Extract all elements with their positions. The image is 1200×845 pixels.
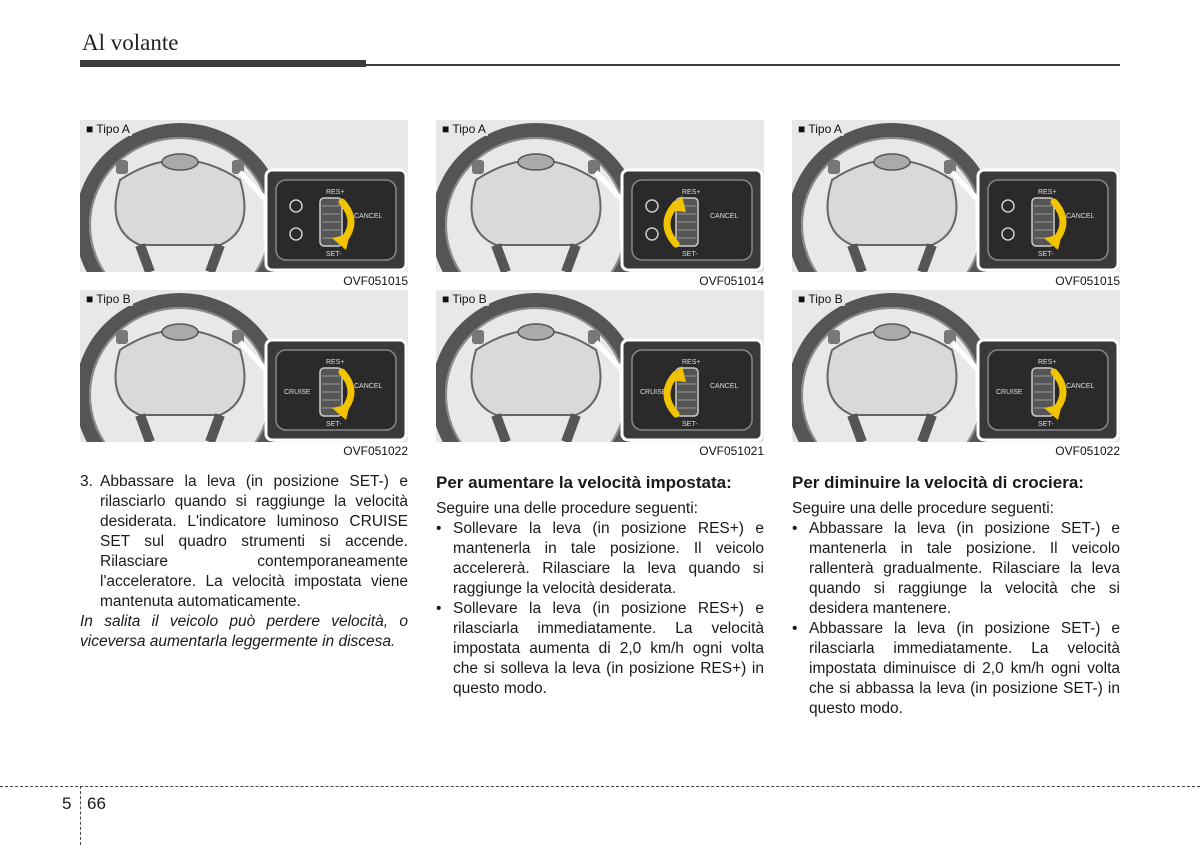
bullet-icon: • (436, 600, 442, 617)
wheel-hub (472, 330, 601, 415)
figure-type-label: ■ Tipo A (442, 122, 486, 136)
set-label: SET- (326, 421, 342, 428)
control-panel-inset (978, 340, 1118, 440)
steering-wheel-illustration (436, 120, 764, 272)
list-item (436, 519, 764, 599)
figure-type-label: ■ Tipo B (86, 292, 131, 306)
control-panel-inset (266, 340, 406, 440)
list-item-text: Sollevare la leva (in posizione RES+) e mantenerla in tale posizione. Il veicolo accelererà. Rilasciare la leva quando si raggiunge la velocità desiderata. (453, 520, 764, 597)
wheel-hub (828, 330, 957, 415)
set-label: SET- (682, 251, 698, 258)
step-number: 3. (80, 473, 93, 490)
steering-wheel-figure (436, 290, 764, 442)
wheel-hub (472, 160, 601, 245)
steering-wheel-illustration (792, 120, 1120, 272)
cancel-label: CANCEL (354, 383, 383, 390)
figure-type-label: ■ Tipo A (86, 122, 130, 136)
footer-divider (80, 786, 81, 845)
control-panel-inset (622, 170, 762, 270)
control-panel-inset (266, 170, 406, 270)
figure-column-3 (792, 120, 1120, 460)
horn-emblem (162, 154, 198, 170)
cancel-label: CANCEL (710, 383, 739, 390)
steering-wheel-illustration (436, 290, 764, 442)
horn-emblem (518, 324, 554, 340)
increase-speed-section (436, 472, 764, 699)
cancel-label: CANCEL (1066, 383, 1095, 390)
set-label: SET- (326, 251, 342, 258)
figure-column-1 (80, 120, 408, 460)
res-label: RES+ (1038, 189, 1057, 196)
bullet-list (436, 519, 764, 699)
section-intro: Seguire una delle procedure seguenti: (792, 500, 1054, 517)
figure-code: OVF051014 (699, 274, 764, 288)
horn-emblem (162, 324, 198, 340)
section-heading: Per aumentare la velocità impostata: (436, 473, 732, 492)
bullet-icon: • (792, 520, 798, 537)
section-intro: Seguire una delle procedure seguenti: (436, 500, 698, 517)
section-heading: Per diminuire la velocità di crociera: (792, 473, 1084, 492)
wheel-hub (828, 160, 957, 245)
cruise-label: CRUISE (284, 389, 311, 396)
bullet-icon: • (436, 520, 442, 537)
step-body: Abbassare la leva (in posizione SET-) e rilasciarlo quando si raggiunge la velocità desiderata. L'indicatore luminoso CRUISE SET sul quadro strumenti si accende. Rilasciare contemporaneamente l'acceleratore. La velocità impostata viene mantenuta automaticamente. (100, 473, 408, 610)
horn-emblem (874, 154, 910, 170)
cruise-label: CRUISE (996, 389, 1023, 396)
set-label: SET- (1038, 251, 1054, 258)
header-rule-thick (80, 60, 366, 67)
list-item-text: Abbassare la leva (in posizione SET-) e rilasciarla immediatamente. La velocità impostata diminuisce di 2,0 km/h ogni volta che si abbassa la leva (in posizione SET-) in questo modo. (809, 620, 1120, 717)
control-panel-inset (978, 170, 1118, 270)
cancel-label: CANCEL (354, 213, 383, 220)
header-rule-thin (366, 64, 1120, 66)
horn-emblem (874, 324, 910, 340)
figure-code: OVF051021 (699, 444, 764, 458)
step-item (80, 472, 408, 612)
steering-wheel-illustration (792, 290, 1120, 442)
figure-type-label: ■ Tipo A (798, 122, 842, 136)
steering-wheel-figure (436, 120, 764, 272)
wheel-hub (116, 330, 245, 415)
horn-emblem (518, 154, 554, 170)
list-item-text: Abbassare la leva (in posizione SET-) e mantenerla in tale posizione. Il veicolo rallenterà gradualmente. Rilasciare la leva quando si raggiunge la velocità che si desidera mantenere. (809, 520, 1120, 617)
res-label: RES+ (326, 189, 345, 196)
list-item (792, 619, 1120, 719)
steering-wheel-figure (792, 120, 1120, 272)
res-label: RES+ (682, 189, 701, 196)
bullet-list (792, 519, 1120, 719)
footer-rule (0, 786, 1200, 787)
figure-code: OVF051015 (343, 274, 408, 288)
figure-code: OVF051022 (343, 444, 408, 458)
chapter-number: 5 (62, 794, 72, 813)
bullet-icon: • (792, 620, 798, 637)
cancel-label: CANCEL (710, 213, 739, 220)
list-item-text: Sollevare la leva (in posizione RES+) e rilasciarla immediatamente. La velocità impostata aumenta di 2,0 km/h ogni volta che si solleva la leva (in posizione RES+) in questo modo. (453, 600, 764, 697)
steering-wheel-figure (80, 290, 408, 442)
res-label: RES+ (326, 359, 345, 366)
wheel-hub (116, 160, 245, 245)
res-label: RES+ (1038, 359, 1057, 366)
control-panel-inset (622, 340, 762, 440)
list-item (792, 519, 1120, 619)
figure-type-label: ■ Tipo B (442, 292, 487, 306)
page-header-title: Al volante (82, 30, 179, 55)
cancel-label: CANCEL (1066, 213, 1095, 220)
steering-wheel-figure (80, 120, 408, 272)
page-number: 66 (87, 794, 106, 813)
figure-code: OVF051022 (1055, 444, 1120, 458)
set-procedure-text (80, 472, 408, 652)
figure-code: OVF051015 (1055, 274, 1120, 288)
set-label: SET- (682, 421, 698, 428)
cruise-label: CRUISE (640, 389, 667, 396)
steering-wheel-illustration (80, 120, 408, 272)
set-label: SET- (1038, 421, 1054, 428)
steering-wheel-figure (792, 290, 1120, 442)
list-item (436, 599, 764, 699)
res-label: RES+ (682, 359, 701, 366)
steering-wheel-illustration (80, 290, 408, 442)
figure-type-label: ■ Tipo B (798, 292, 843, 306)
decrease-speed-section (792, 472, 1120, 719)
figure-column-2 (436, 120, 764, 460)
note-text: In salita il veicolo può perdere velocità, o viceversa aumentarla leggermente in discesa. (80, 613, 408, 650)
